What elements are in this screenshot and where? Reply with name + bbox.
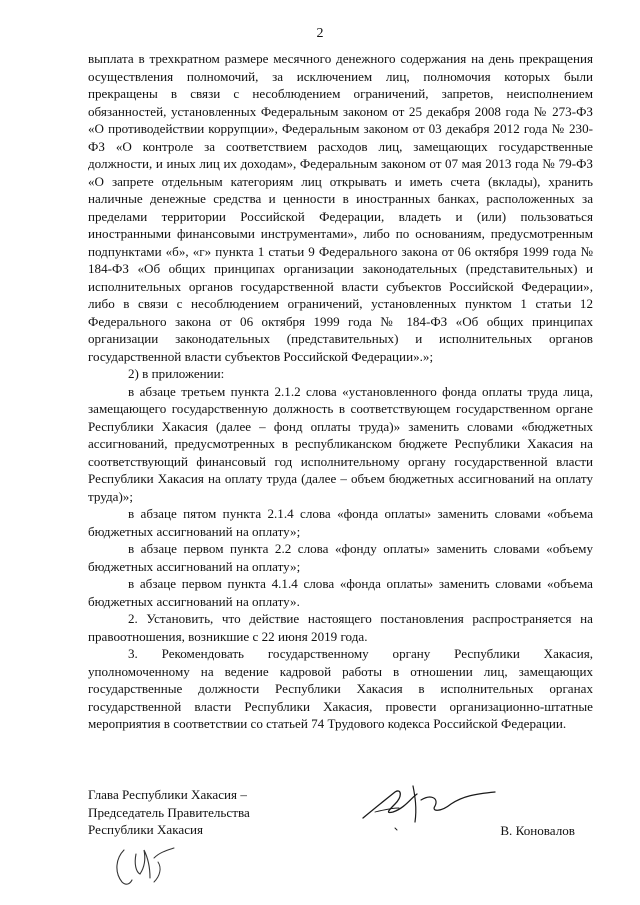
signature-block	[88, 786, 593, 839]
signatory-title	[88, 786, 348, 839]
paragraph-appendix-heading: 2) в приложении:	[128, 366, 225, 381]
signatory-name: В. Коновалов	[500, 823, 575, 838]
handwritten-signature	[355, 778, 505, 838]
paragraph-item-2-1-2: в абзаце третьем пункта 2.1.2 слова «установленного фонда оплаты труда лица, замещающего государственную должность в соответствующем государственном органе Республики Хакасия (далее – фонд оплаты труда)» заменить словами «бюджетных ассигнований, предусмотренных в республиканском бюджете Республики Хакасия на соответствующий финансовый год исполнительному органу государственной власти Республики Хакасия на оплату труда (далее – объем бюджетных ассигнований на оплату труда)»;	[88, 383, 593, 504]
signatory-title-line-2: Председатель Правительства	[88, 804, 250, 820]
page-number: 2	[316, 26, 324, 41]
signatory-title-line-1: Глава Республики Хакасия –	[88, 787, 247, 802]
paragraph-item-2-2: в абзаце первом пункта 2.2 слова «фонду оплаты» заменить словами «объему бюджетных ассигнований на оплату»;	[88, 541, 593, 574]
paragraph-clause-3: 3. Рекомендовать государственному органу Республики Хакасия, уполномоченному на ведение кадровой работы в отношении лиц, замещающих государственные должности Республики Хакасия в исполнительных органах государственной власти Республики Хакасия, провести организационно-штатные мероприятия в соответствии со статьей 74 Трудового кодекса Российской Федерации.	[88, 646, 593, 731]
paragraph-continuation: выплата в трехкратном размере месячного денежного содержания на день прекращения осуществления полномочий, за исключением лиц, полномочия которых были прекращены в связи с несоблюдением ограничений, запретов, неисполнением обязанностей, установленных Федеральным законом от 25 декабря 2008 года № 273-ФЗ «О противодействии коррупции», Федеральным законом от 03 декабря 2012 года № 230-ФЗ «О контроле за соответствием расходов лиц, замещающих государственные должности, и иных лиц их доходам», Федеральным законом от 07 мая 2013 года № 79-ФЗ «О запрете отдельным категориям лиц открывать и иметь счета (вклады), хранить наличные денежные средства и ценности в иностранных банках, расположенных за пределами территории Российской Федерации, владеть и (или) пользоваться иностранными финансовыми инструментами», либо по основаниям, предусмотренным подпунктами «б», «г» пункта 1 статьи 9 Федерального закона от 06 октября 1999 года № 184-ФЗ «Об общих принципах организации законодательных (представительных) и исполнительных органов государственной власти субъектов Российской Федерации», либо в связи с несоблюдением ограничений, установленных пунктом 1 статьи 12 Федерального закона от 06 октября 1999 года № 184-ФЗ «Об общих принципах организации законодательных (представительных) и исполнительных органов государственной власти субъектов Российской Федерации».»;	[88, 51, 593, 364]
paragraph-item-4-1-4: в абзаце первом пункта 4.1.4 слова «фонда оплаты» заменить словами «объема бюджетных ассигнований на оплату».	[88, 576, 593, 609]
signatory-title-line-3: Республики Хакасия	[88, 822, 204, 837]
paragraph-clause-2: 2. Установить, что действие настоящего постановления распространяется на правоотношения, возникшие с 22 июня 2019 года.	[88, 611, 593, 644]
document-body	[88, 50, 593, 733]
paragraph-item-2-1-4: в абзаце пятом пункта 2.1.4 слова «фонда оплаты» заменить словами «объема бюджетных ассигнований на оплату»;	[88, 506, 593, 539]
handwritten-initials	[110, 838, 180, 893]
